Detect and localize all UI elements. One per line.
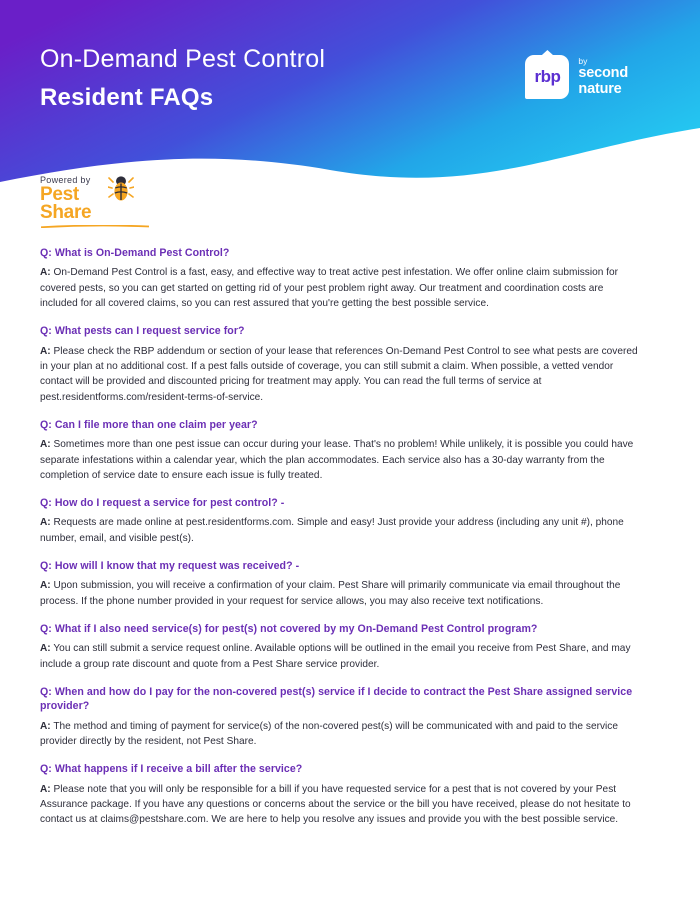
answer-prefix: A: — [40, 720, 51, 732]
faq-question: Q: What pests can I request service for? — [40, 325, 245, 338]
bug-icon — [108, 174, 134, 202]
faq-answer — [40, 719, 640, 750]
brand-line-2: nature — [578, 80, 622, 97]
faq-item — [40, 685, 640, 749]
faq-answer — [40, 641, 640, 672]
by-label: by — [578, 55, 588, 66]
page-subtitle: Resident FAQs — [40, 84, 214, 111]
answer-prefix: A: — [40, 267, 51, 279]
faq-answer — [40, 265, 640, 311]
answer-prefix: A: — [40, 580, 51, 592]
answer-text: Please check the RBP addendum or section of your lease that references On-Demand Pest Control to see what pests are covered in your plan at no additional cost. If a pest falls outside of coverage, you can still submit a claim. When possible, a vetted vendor contact will be provided and discounted pricing for treatment may apply. You can read the full terms of service at pest.residentforms.com/resident-terms-of-service. — [40, 345, 638, 403]
answer-text: On-Demand Pest Control is a fast, easy, and effective way to treat active pest infestation. We offer online claim submission for covered pests, so you can get started on getting rid of your pest problem right away. Our treatment and coordination costs are included for all covered claims, so you can rest assured that you're getting the best possible service. — [40, 267, 619, 309]
faq-list — [40, 246, 640, 841]
pestshare-line-2: Share — [40, 201, 92, 223]
second-nature-wordmark — [578, 57, 628, 98]
faq-item — [40, 418, 640, 483]
powered-by-block — [40, 175, 280, 230]
faq-item — [40, 246, 640, 311]
answer-prefix: A: — [40, 783, 51, 795]
answer-text: Requests are made online at pest.residentforms.com. Simple and easy! Just provide your address (including any unit #), phone number, email, and visible pest(s). — [40, 517, 624, 544]
pestshare-line-1: Pest — [40, 184, 79, 205]
faq-answer — [40, 578, 640, 609]
faq-question: Q: How do I request a service for pest control? - — [40, 497, 285, 510]
faq-item — [40, 762, 640, 827]
answer-text: The method and timing of payment for service(s) of the non-covered pest(s) will be communicated with and paid to the service provider directly by the resident, not Pest Share. — [40, 720, 618, 747]
rbp-label: rbp — [534, 67, 561, 86]
answer-text: You can still submit a service request online. Available options will be outlined in the email you receive from Pest Share, and may include a group rate discount and quote from a Pest Share service provider. — [40, 643, 631, 670]
faq-item — [40, 622, 640, 672]
rbp-badge-icon — [525, 55, 569, 99]
answer-text: Upon submission, you will receive a confirmation of your claim. Pest Share will primarily communicate via email throughout the process. If the phone number provided in your request for service allows, you may also receive text notifications. — [40, 580, 621, 607]
faq-answer — [40, 437, 640, 483]
faq-answer — [40, 344, 640, 405]
faq-question: Q: What happens if I receive a bill after the service? — [40, 763, 303, 776]
answer-prefix: A: — [40, 439, 51, 451]
rbp-second-nature-logo — [525, 55, 628, 99]
pestshare-underline — [41, 225, 149, 228]
faq-item — [40, 324, 640, 405]
faq-question: Q: Can I file more than one claim per year? — [40, 418, 258, 431]
pestshare-logo — [40, 186, 160, 230]
faq-question: Q: What if I also need service(s) for pest(s) not covered by my On-Demand Pest Control program? — [40, 623, 538, 636]
brand-line-1: second — [578, 65, 628, 82]
answer-text: Sometimes more than one pest issue can occur during your lease. That's no problem! While unlikely, it is possible you could have separate infestations within a calendar year, which the plan accommodates. Each service also has a 30-day warranty from the completion of service date to ensure each issue is fully treated. — [40, 439, 634, 481]
faq-question: Q: How will I know that my request was received? - — [40, 560, 300, 573]
answer-prefix: A: — [40, 517, 51, 529]
answer-prefix: A: — [40, 345, 51, 357]
faq-answer — [40, 782, 640, 828]
faq-question: Q: When and how do I pay for the non-covered pest(s) service if I decide to contract the Pest Share assigned service provider? — [40, 686, 633, 713]
faq-question: Q: What is On-Demand Pest Control? — [40, 247, 230, 259]
page-title: On-Demand Pest Control — [40, 45, 326, 73]
faq-answer — [40, 515, 640, 546]
faq-item — [40, 559, 640, 609]
powered-by-label: Powered by — [40, 175, 91, 185]
answer-prefix: A: — [40, 643, 51, 655]
faq-item — [40, 496, 640, 546]
answer-text: Please note that you will only be responsible for a bill if you have requested service for a pest that is not covered by your Pest Assurance package. If you have any questions or concerns about the service or the bill you have received, please do not hesitate to contact us at claims@pestshare.com. We are here to help you resolve any issues and provide you with the best possible service. — [40, 783, 631, 826]
